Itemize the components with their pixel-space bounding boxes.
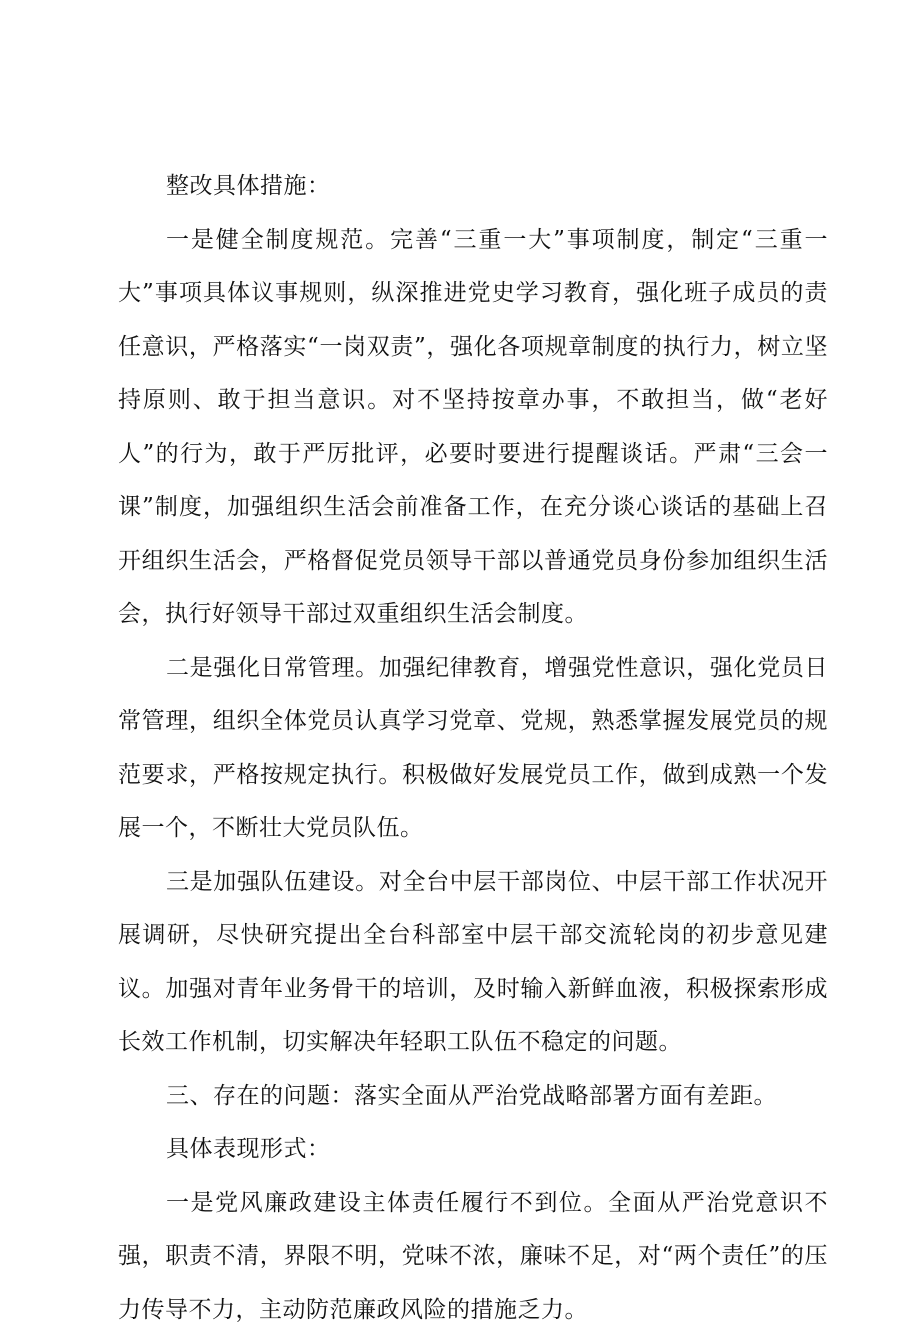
document-body	[118, 160, 828, 1337]
heading-existing-problems: 三、存在的问题：落实全面从严治党战略部署方面有差距。	[118, 1070, 828, 1124]
paragraph-responsibility-gap: 一是党风廉政建设主体责任履行不到位。全面从严治党意识不强，职责不清，界限不明，党味不浓，廉味不足，对“两个责任”的压力传导不力，主动防范廉政风险的措施乏力。	[118, 1177, 828, 1337]
paragraph-institutional-norms: 一是健全制度规范。完善“三重一大”事项制度，制定“三重一大”事项具体议事规则，纵深推进党史学习教育，强化班子成员的责任意识，严格落实“一岗双责”，强化各项规章制度的执行力，树立坚持原则、敢于担当意识。对不坚持按章办事，不敢担当，做“老好人”的行为，敢于严厉批评，必要时要进行提醒谈话。严肃“三会一课”制度，加强组织生活会前准备工作，在充分谈心谈话的基础上召开组织生活会，严格督促党员领导干部以普通党员身份参加组织生活会，执行好领导干部过双重组织生活会制度。	[118, 214, 828, 642]
heading-rectification-measures: 整改具体措施：	[118, 160, 828, 214]
heading-specific-manifestations: 具体表现形式：	[118, 1123, 828, 1177]
paragraph-team-building: 三是加强队伍建设。对全台中层干部岗位、中层干部工作状况开展调研，尽快研究提出全台科部室中层干部交流轮岗的初步意见建议。加强对青年业务骨干的培训，及时输入新鲜血液，积极探索形成长效工作机制，切实解决年轻职工队伍不稳定的问题。	[118, 856, 828, 1070]
paragraph-daily-management: 二是强化日常管理。加强纪律教育，增强党性意识，强化党员日常管理，组织全体党员认真学习党章、党规，熟悉掌握发展党员的规范要求，严格按规定执行。积极做好发展党员工作，做到成熟一个发展一个，不断壮大党员队伍。	[118, 642, 828, 856]
